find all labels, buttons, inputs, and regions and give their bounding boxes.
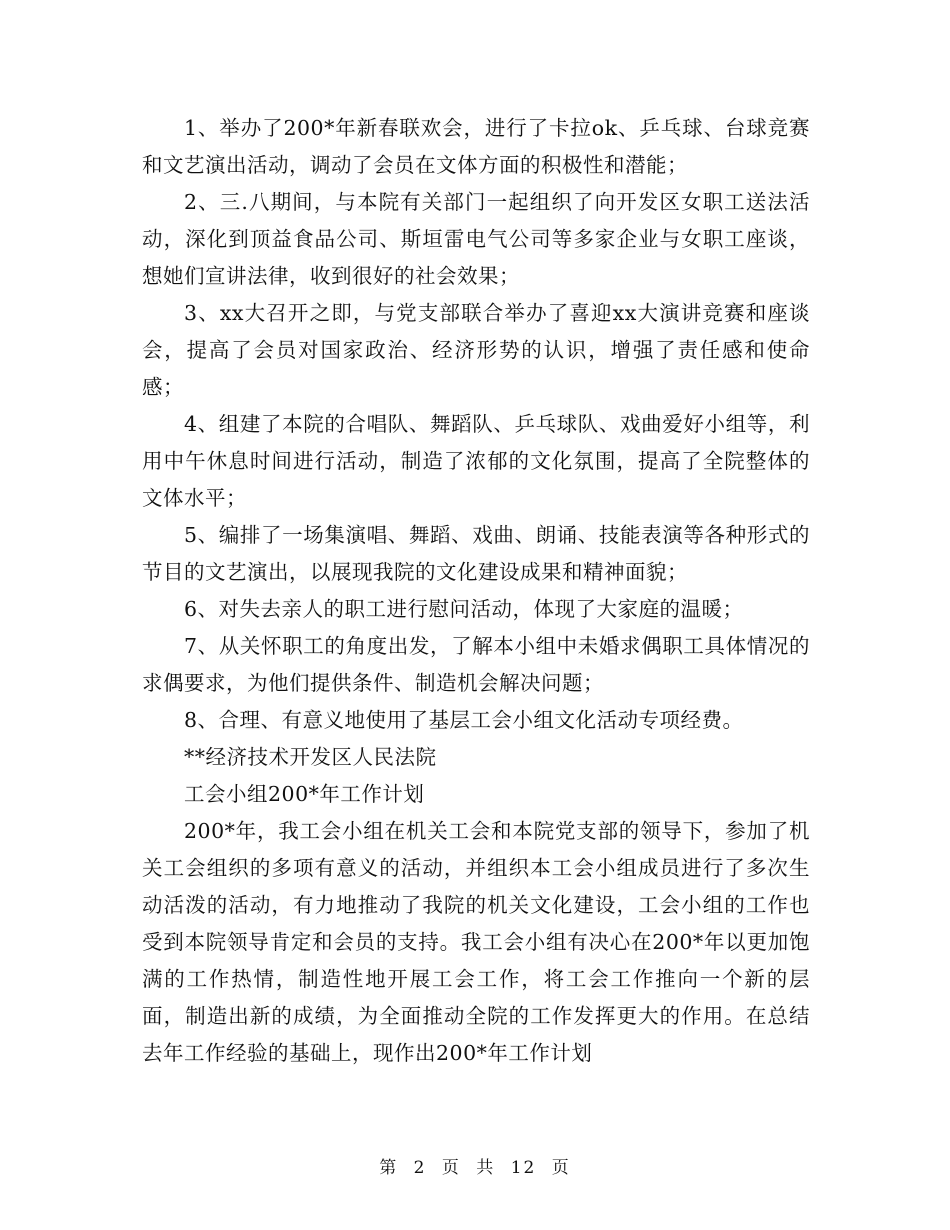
paragraph-item-1: 1、举办了200*年新春联欢会，进行了卡拉ok、乒乓球、台球竞赛和文艺演出活动，调动了会员在文体方面的积极性和潜能； [142,116,810,177]
footer-total-unit: 页 [551,1158,571,1178]
organization-name: **经济技术开发区人民法院 [184,745,437,769]
paragraph-item-5: 5、编排了一场集演唱、舞蹈、戏曲、朗诵、技能表演等各种形式的节目的文艺演出，以展现我院的文化建设成果和精神面貌； [142,523,810,584]
document-body [142,110,810,1072]
paragraph-item-2: 2、三.八期间，与本院有关部门一起组织了向开发区女职工送法活动，深化到顶益食品公司、斯垣雷电气公司等多家企业与女职工座谈，想她们宣讲法律，收到很好的社会效果； [142,190,810,288]
page-footer [0,1153,950,1178]
footer-current-page: 2 [413,1158,427,1178]
footer-page-unit: 页 [441,1158,461,1178]
paragraph-item-3: 3、xx大召开之即，与党支部联合举办了喜迎xx大演讲竞赛和座谈会，提高了会员对国家政治、经济形势的认识，增强了责任感和使命感； [142,301,810,399]
footer-total-label: 共 [476,1158,496,1178]
plan-title: 工会小组200*年工作计划 [184,782,425,806]
paragraph-item-8: 8、合理、有意义地使用了基层工会小组文化活动专项经费。 [184,708,744,732]
footer-prefix: 第 [379,1158,399,1178]
paragraph-item-4: 4、组建了本院的合唱队、舞蹈队、乒乓球队、戏曲爱好小组等，利用中午休息时间进行活动，制造了浓郁的文化氛围，提高了全院整体的文体水平； [142,412,810,510]
plan-intro-paragraph: 200*年，我工会小组在机关工会和本院党支部的领导下，参加了机关工会组织的多项有意义的活动，并组织本工会小组成员进行了多次生动活泼的活动，有力地推动了我院的机关文化建设，工会小组的工作也受到本院领导肯定和会员的支持。我工会小组有决心在200*年以更加饱满的工作热情，制造性地开展工会工作，将工会工作推向一个新的层面，制造出新的成绩，为全面推动全院的工作发挥更大的作用。在总结去年工作经验的基础上，现作出200*年工作计划 [142,819,810,1065]
footer-total-pages: 12 [510,1158,537,1178]
paragraph-item-6: 6、对失去亲人的职工进行慰问活动，体现了大家庭的温暖； [184,597,744,621]
paragraph-item-7: 7、从关怀职工的角度出发，了解本小组中未婚求偶职工具体情况的求偶要求，为他们提供条件、制造机会解决问题； [142,634,810,695]
